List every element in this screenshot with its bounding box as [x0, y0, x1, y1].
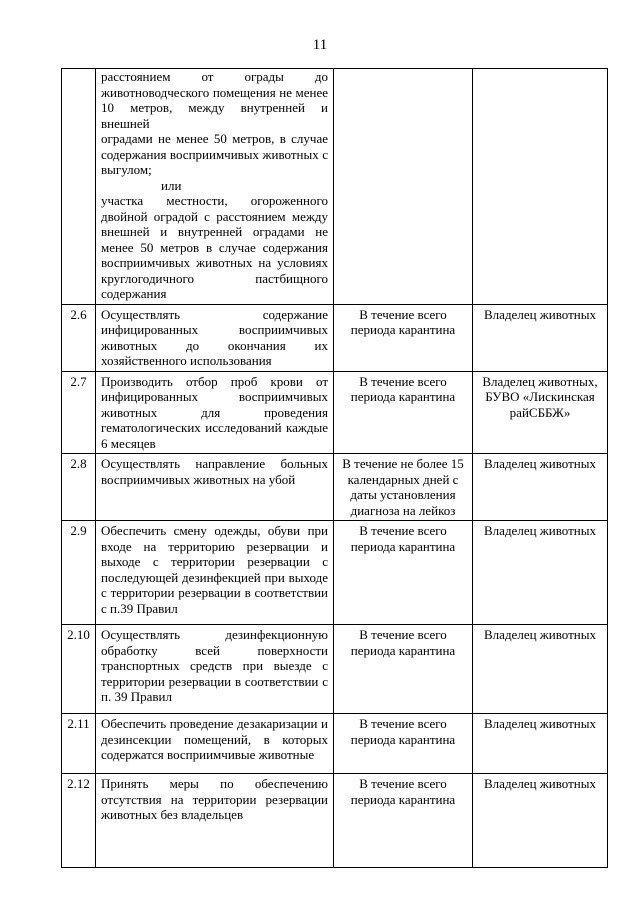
table-row	[62, 521, 608, 625]
term-cell: В течение всего периода карантина	[334, 371, 473, 454]
measure-cell: Обеспечить проведение дезакаризации и дезинсекции помещений, в которых содержатся восприимчивые животные	[96, 714, 334, 774]
responsible-cell: Владелец животных	[473, 304, 608, 371]
measure-line: 10 метров, между внутренней и внешней	[101, 100, 328, 131]
row-number: 2.6	[62, 304, 96, 371]
responsible-cell	[473, 69, 608, 305]
measure-cell: Осуществлять направление больных восприимчивых животных на убой	[96, 454, 334, 521]
responsible-cell: Владелец животных	[473, 625, 608, 714]
measure-line: животноводческого помещения не менее	[101, 84, 328, 100]
measure-cell: Осуществлять содержание инфицированных восприимчивых животных до окончания их хозяйственного использования	[96, 304, 334, 371]
table-row	[62, 304, 608, 371]
table-row	[62, 625, 608, 714]
measure-line: или	[161, 177, 182, 193]
quarantine-measures-table	[61, 68, 608, 868]
measure-cell: Принять меры по обеспечению отсутствия на территории резервации животных без владельцев	[96, 774, 334, 868]
table-row	[62, 714, 608, 774]
term-cell: В течение всего периода карантина	[334, 774, 473, 868]
table-row	[62, 774, 608, 868]
measure-line: оградами не менее 50 метров, в случае	[101, 131, 328, 146]
measure-cell	[96, 69, 334, 305]
term-cell: В течение не более 15 календарных дней с даты установления диагноза на лейкоз	[334, 454, 473, 521]
measure-line: содержания	[101, 286, 167, 301]
row-number: 2.9	[62, 521, 96, 625]
term-cell: В течение всего периода карантина	[334, 714, 473, 774]
row-number: 2.10	[62, 625, 96, 714]
term-cell	[334, 69, 473, 305]
row-number: 2.7	[62, 371, 96, 454]
row-number: 2.12	[62, 774, 96, 868]
measure-cell: Обеспечить смену одежды, обуви при входе на территорию резервации и выходе с территории резервации с последующей дезинфекцией при выходе с территории резервации в соответствии с п.39 Правил	[96, 521, 334, 625]
measure-line: участка местности, огороженного	[101, 193, 328, 208]
table-row-continuation	[62, 69, 608, 305]
page-number: 11	[312, 37, 328, 53]
responsible-cell: Владелец животных	[473, 454, 608, 521]
term-cell: В течение всего периода карантина	[334, 521, 473, 625]
term-cell: В течение всего периода карантина	[334, 304, 473, 371]
row-number: 2.11	[62, 714, 96, 774]
responsible-cell: Владелец животных	[473, 521, 608, 625]
measure-line: содержания восприимчивых животных с	[101, 146, 328, 162]
responsible-cell: Владелец животных, БУВО «Лискинская райСББЖ»	[473, 371, 608, 454]
measure-cell: Производить отбор проб крови от инфицированных восприимчивых животных для проведения гематологических исследований каждые 6 месяцев	[96, 371, 334, 454]
measure-line: расстоянием от ограды до	[101, 69, 328, 84]
measure-line: внешней и внутренней оградами не	[101, 224, 328, 239]
row-number	[62, 69, 96, 305]
responsible-cell: Владелец животных	[473, 714, 608, 774]
measure-cell: Осуществлять дезинфекционную обработку всей поверхности транспортных средств при выезде с территории резервации в соответствии с п. 39 Правил	[96, 625, 334, 714]
row-number: 2.8	[62, 454, 96, 521]
table-row	[62, 371, 608, 454]
measure-line: круглогодичного пастбищного	[101, 270, 328, 286]
table-row	[62, 454, 608, 521]
measure-line: выгулом;	[101, 162, 152, 177]
responsible-cell: Владелец животных	[473, 774, 608, 868]
measure-line: менее 50 метров в случае содержания	[101, 239, 328, 255]
measure-line: восприимчивых животных на условиях	[101, 255, 328, 270]
term-cell: В течение всего периода карантина	[334, 625, 473, 714]
measure-line: двойной оградой с расстоянием между	[101, 208, 328, 224]
